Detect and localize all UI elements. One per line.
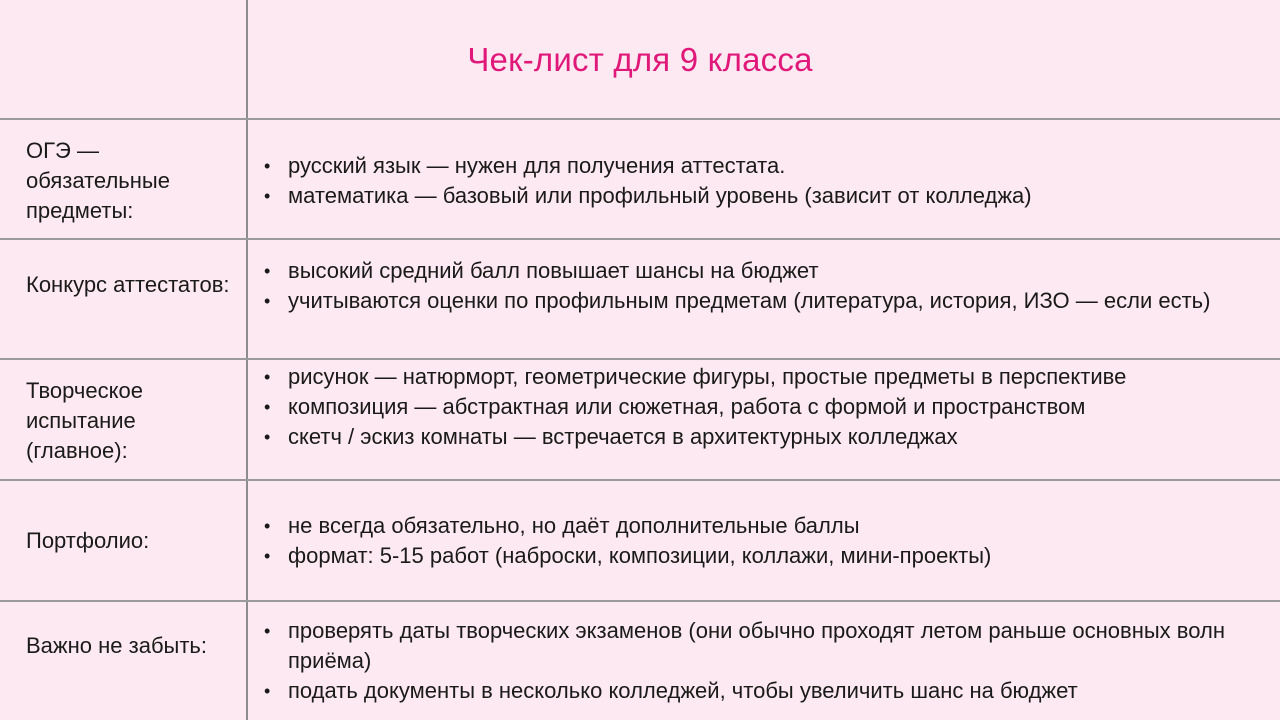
bullet-icon: • (264, 681, 271, 701)
row-content (262, 151, 1272, 211)
list-item-text: учитываются оценки по профильным предметам (литература, история, ИЗО — если есть) (288, 288, 1211, 313)
row-content (262, 256, 1272, 316)
list-item-text: математика — базовый или профильный уровень (зависит от колледжа) (288, 183, 1032, 208)
bullet-icon: • (264, 367, 271, 387)
list-item-text: подать документы в несколько колледжей, чтобы увеличить шанс на бюджет (288, 678, 1078, 703)
row-label: Портфолио: (26, 528, 150, 553)
row-content (262, 616, 1272, 706)
list-item (262, 616, 1272, 676)
list-item (262, 181, 1272, 211)
page-title: Чек-лист для 9 класса (467, 41, 813, 78)
bullet-icon: • (264, 397, 271, 417)
table-row-oge (0, 120, 1280, 238)
bullet-icon: • (264, 261, 271, 281)
list-item (262, 256, 1272, 286)
row-label: ОГЭ — обязательные предметы: (26, 138, 170, 223)
row-label: Важно не забыть: (26, 633, 208, 658)
list-item (262, 676, 1272, 706)
row-label: Творческое испытание (главное): (26, 378, 143, 463)
row-label: Конкурс аттестатов: (26, 272, 230, 297)
list-item (262, 422, 1272, 452)
bullet-icon: • (264, 516, 271, 536)
row-content (262, 511, 1272, 571)
bullet-icon: • (264, 186, 271, 206)
list-item-text: скетч / эскиз комнаты — встречается в архитектурных колледжах (288, 424, 958, 449)
list-item-text: русский язык — нужен для получения аттестата. (288, 153, 786, 178)
bullet-icon: • (264, 291, 271, 311)
list-item-text: композиция — абстрактная или сюжетная, работа с формой и пространством (288, 394, 1086, 419)
bullet-icon: • (264, 427, 271, 447)
list-item (262, 362, 1272, 392)
list-item (262, 541, 1272, 571)
list-item-text: рисунок — натюрморт, геометрические фигуры, простые предметы в перспективе (288, 364, 1127, 389)
list-item-text: высокий средний балл повышает шансы на бюджет (288, 258, 819, 283)
list-item (262, 511, 1272, 541)
list-item-text: формат: 5-15 работ (наброски, композиции, коллажи, мини-проекты) (288, 543, 992, 568)
bullet-icon: • (264, 156, 271, 176)
list-item-text: не всегда обязательно, но даёт дополнительные баллы (288, 513, 860, 538)
list-item (262, 392, 1272, 422)
table-row-creative-exam (0, 360, 1280, 479)
row-content (262, 362, 1272, 452)
bullet-icon: • (264, 546, 271, 566)
table-row-portfolio (0, 481, 1280, 600)
list-item (262, 151, 1272, 181)
list-item (262, 286, 1272, 316)
list-item-text: проверять даты творческих экзаменов (они обычно проходят летом раньше основных волн приёма) (288, 618, 1225, 673)
bullet-icon: • (264, 621, 271, 641)
table-row-attestat (0, 240, 1280, 358)
table-row-reminders (0, 602, 1280, 720)
